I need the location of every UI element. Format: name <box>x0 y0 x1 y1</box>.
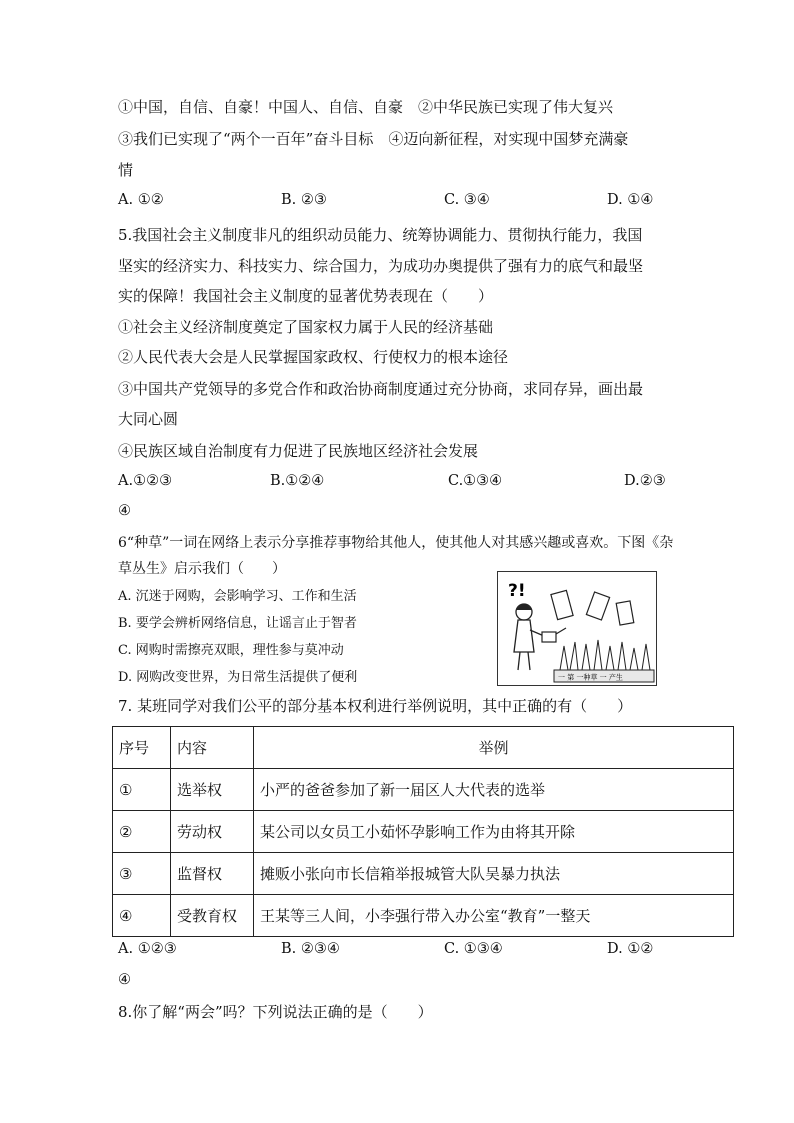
q5-item-4: ④民族区域自治制度有力促进了民族地区经济社会发展 <box>118 442 479 460</box>
table-cell: 某公司以女员工小茹怀孕影响工作为由将其开除 <box>254 811 734 853</box>
table-cell: ④ <box>113 895 171 937</box>
cartoon-weeds-image <box>497 571 657 686</box>
table-cell: 小严的爸爸参加了新一届区人大代表的选举 <box>254 769 734 811</box>
table-row <box>113 853 734 895</box>
table-cell: 劳动权 <box>171 811 254 853</box>
q5-option-b: B.①②④ <box>270 473 325 489</box>
q4-statements-line2: ③我们已实现了“两个一百年”奋斗目标 ④迈向新征程，对实现中国梦充满豪 <box>118 130 629 148</box>
q5-stem-line1: 5.我国社会主义制度非凡的组织动员能力、统筹协调能力、贯彻执行能力，我国 <box>118 226 643 244</box>
q7-stem: 7. 某班同学对我们公平的部分基本权利进行举例说明，其中正确的有（ ） <box>118 697 633 715</box>
q5-option-d: D.②③ <box>624 473 666 489</box>
table-cell: ① <box>113 769 171 811</box>
q6-option-a: A. 沉迷于网购，会影响学习、工作和生活 <box>118 589 357 604</box>
q5-option-a: A.①②③ <box>118 473 173 489</box>
q6-option-b: B. 要学会辨析网络信息，让谣言止于智者 <box>118 616 357 631</box>
q4-statements-line1: ①中国，自信、自豪！中国人、自信、自豪 ②中华民族已实现了伟大复兴 <box>118 98 614 116</box>
table-header-content: 内容 <box>171 727 254 769</box>
table-row <box>113 895 734 937</box>
rights-table <box>112 726 734 937</box>
table-cell: 王某等三人间，小李强行带入办公室“教育”一整天 <box>254 895 734 937</box>
q5-item-3a: ③中国共产党领导的多党合作和政治协商制度通过充分协商，求同存异，画出最 <box>118 380 644 398</box>
q5-option-c: C.①③④ <box>448 473 503 489</box>
q7-option-wrap: ④ <box>118 972 131 988</box>
table-cell: ② <box>113 811 171 853</box>
q5-stem-line2: 坚实的经济实力、科技实力、综合国力，为成功办奥提供了强有力的底气和最坚 <box>118 257 644 275</box>
q5-item-2: ②人民代表大会是人民掌握国家政权、行使权力的根本途径 <box>118 348 509 366</box>
q4-statements-line3: 情 <box>118 161 134 179</box>
q7-option-a: A. ①②③ <box>118 941 177 957</box>
q6-stem-line1: 6“种草”一词在网络上表示分享推荐事物给其他人，使其他人对其感兴趣或喜欢。下图《杂 <box>118 535 674 551</box>
cartoon-question-exclaim: ?! <box>508 581 526 601</box>
table-cell: 选举权 <box>171 769 254 811</box>
q7-option-c: C. ①③④ <box>444 941 503 957</box>
q6-option-c: C. 网购时需擦亮双眼，理性参与莫冲动 <box>118 643 344 658</box>
q5-stem-line3: 实的保障！我国社会主义制度的显著优势表现在（ ） <box>118 287 494 305</box>
table-cell: ③ <box>113 853 171 895</box>
table-header-example: 举例 <box>254 727 734 769</box>
table-cell: 监督权 <box>171 853 254 895</box>
q5-option-wrap: ④ <box>118 503 131 519</box>
q5-item-1: ①社会主义经济制度奠定了国家权力属于人民的经济基础 <box>118 318 494 336</box>
cartoon-caption: 一 第 一种草 一 产生 <box>558 673 623 682</box>
table-cell: 摊贩小张向市长信箱举报城管大队吴暴力执法 <box>254 853 734 895</box>
q4-option-c: C. ③④ <box>444 192 490 208</box>
q8-stem: 8.你了解“两会”吗？下列说法正确的是（ ） <box>118 1003 433 1021</box>
q5-item-3b: 大同心圆 <box>118 410 179 428</box>
q6-option-d: D. 网购改变世界，为日常生活提供了便利 <box>118 670 358 685</box>
q7-option-d: D. ①② <box>607 941 654 957</box>
table-header-row <box>113 727 734 769</box>
q6-stem-line2: 草丛生》启示我们（ ） <box>118 561 286 577</box>
table-row <box>113 811 734 853</box>
table-row <box>113 769 734 811</box>
table-header-number: 序号 <box>113 727 171 769</box>
q4-option-d: D. ①④ <box>607 192 654 208</box>
table-cell: 受教育权 <box>171 895 254 937</box>
q7-option-b: B. ②③④ <box>281 941 340 957</box>
q4-option-a: A. ①② <box>118 192 164 208</box>
q4-option-b: B. ②③ <box>281 192 327 208</box>
